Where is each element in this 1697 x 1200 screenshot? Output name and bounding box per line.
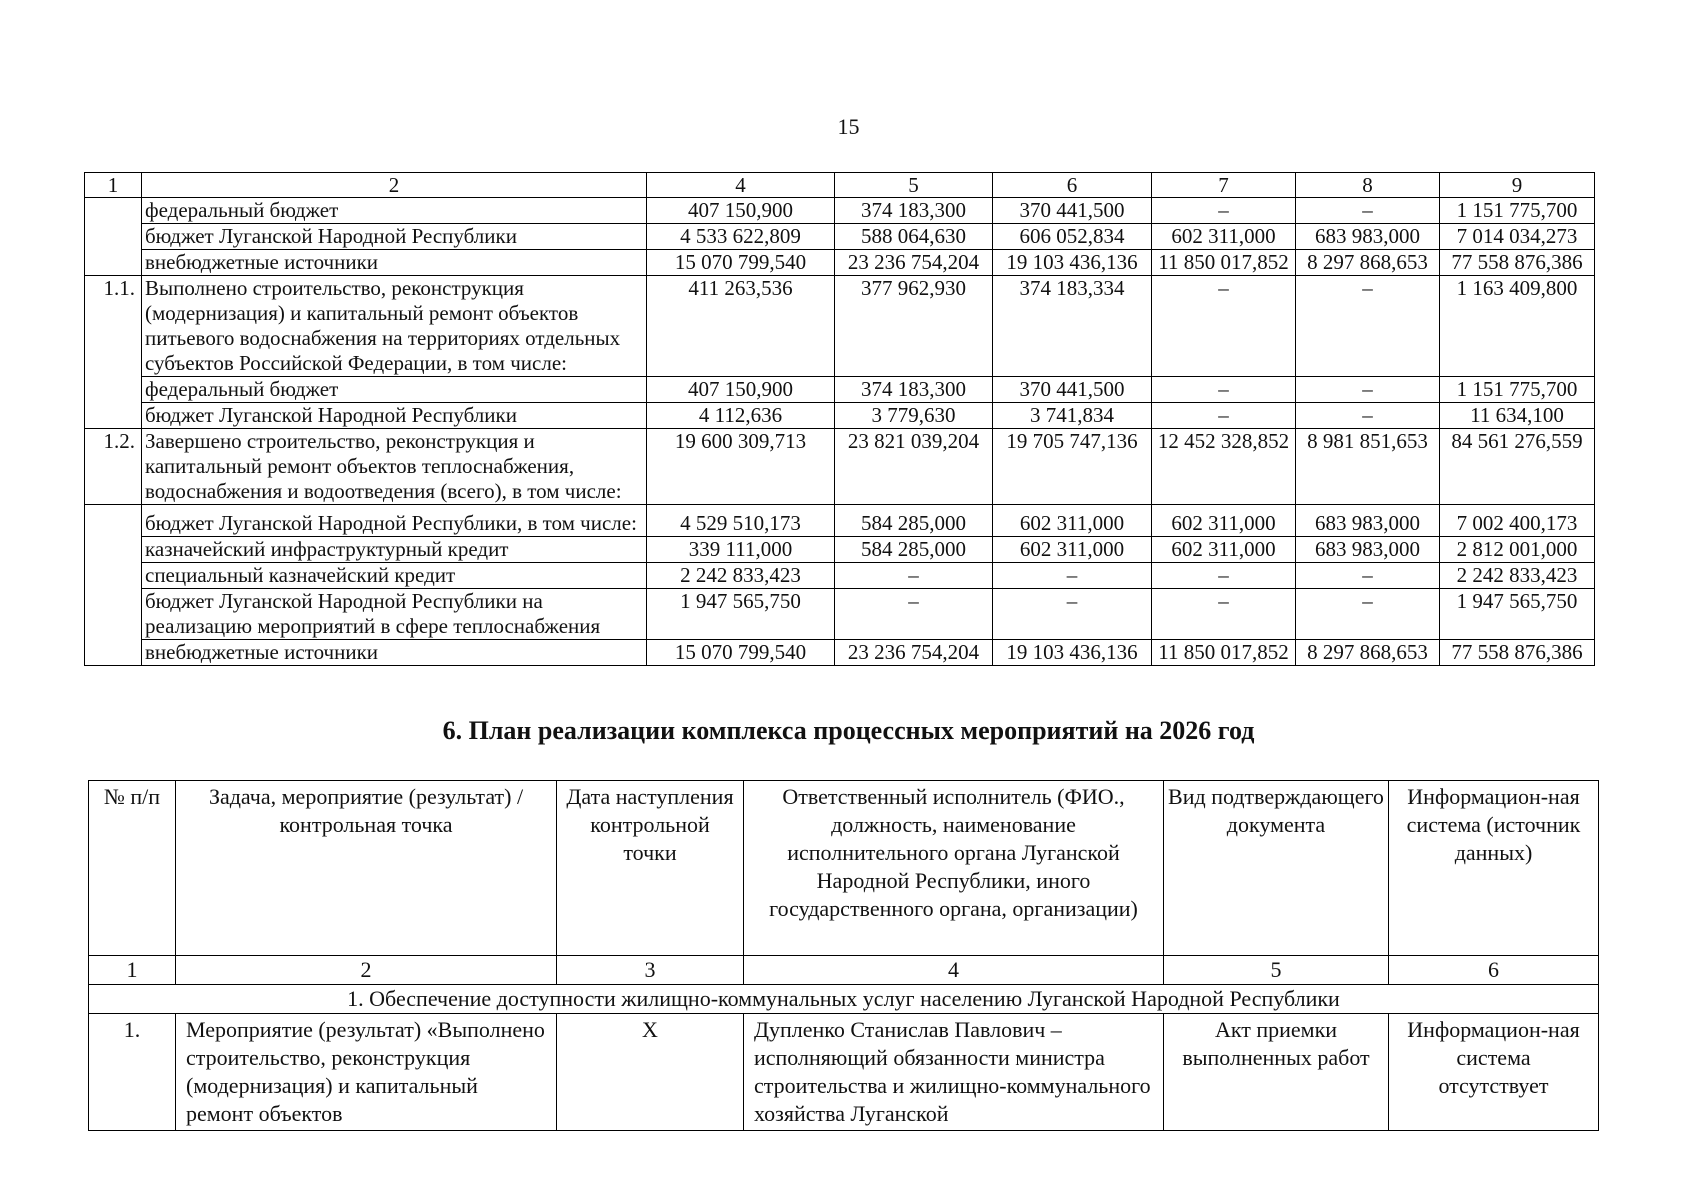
row-index: [85, 198, 142, 276]
table-cell: 602 311,000: [993, 505, 1152, 537]
table-cell: 1 151 775,700: [1440, 198, 1595, 224]
table-cell: 370 441,500: [993, 198, 1152, 224]
column-header: 4: [647, 173, 835, 198]
table-cell: 602 311,000: [1152, 505, 1296, 537]
table-row: [85, 429, 1595, 505]
table-row: [85, 505, 1595, 537]
table-cell: –: [1152, 276, 1296, 377]
table-cell: 411 263,536: [647, 276, 835, 377]
column-number: 2: [176, 956, 557, 985]
column-number: 1: [89, 956, 176, 985]
row-label: внебюджетные источники: [142, 640, 647, 666]
table-row: [85, 563, 1595, 589]
column-header: 8: [1296, 173, 1440, 198]
table-cell: –: [1152, 563, 1296, 589]
section-title: 6. План реализации комплекса процессных мероприятий на 2026 год: [442, 716, 1255, 745]
table-cell: 15 070 799,540: [647, 640, 835, 666]
column-header: 2: [142, 173, 647, 198]
row-index: [85, 505, 142, 666]
column-header: 1: [85, 173, 142, 198]
table-cell: 683 983,000: [1296, 505, 1440, 537]
table-cell: 23 236 754,204: [835, 250, 993, 276]
table-cell: 19 600 309,713: [647, 429, 835, 505]
table-cell: 11 634,100: [1440, 403, 1595, 429]
table-cell: –: [1296, 377, 1440, 403]
table-cell: 1 947 565,750: [647, 589, 835, 640]
row-label: федеральный бюджет: [142, 377, 647, 403]
table-cell: –: [1152, 198, 1296, 224]
measure-cell: Мероприятие (результат) «Выполнено строительство, реконструкция (модернизация) и капитальный ремонт объектов: [176, 1014, 557, 1131]
column-number-row: [89, 956, 1599, 985]
row-label: казначейский инфраструктурный кредит: [142, 537, 647, 563]
table-cell: 11 850 017,852: [1152, 640, 1296, 666]
row-label: бюджет Луганской Народной Республики: [142, 224, 647, 250]
table-cell: 374 183,300: [835, 198, 993, 224]
table-cell: 2 812 001,000: [1440, 537, 1595, 563]
table-cell: 606 052,834: [993, 224, 1152, 250]
funding-table: [84, 172, 1595, 666]
column-header: Задача, мероприятие (результат) / контрольная точка: [176, 781, 557, 956]
table-row: [85, 589, 1595, 640]
column-number: 5: [1164, 956, 1389, 985]
column-header: 5: [835, 173, 993, 198]
column-header: 6: [993, 173, 1152, 198]
table-cell: 602 311,000: [1152, 537, 1296, 563]
column-number: 4: [744, 956, 1164, 985]
responsible-cell: Дупленко Станислав Павлович – исполняющий обязанности министра строительства и жилищно-коммунального хозяйства Луганской: [744, 1014, 1164, 1131]
table-cell: –: [1296, 276, 1440, 377]
table-cell: 11 850 017,852: [1152, 250, 1296, 276]
table-row: [85, 224, 1595, 250]
table-cell: 19 103 436,136: [993, 250, 1152, 276]
table-cell: –: [993, 563, 1152, 589]
table-cell: 19 103 436,136: [993, 640, 1152, 666]
column-header: 7: [1152, 173, 1296, 198]
table-cell: 2 242 833,423: [1440, 563, 1595, 589]
table-cell: 3 741,834: [993, 403, 1152, 429]
table-row: [85, 537, 1595, 563]
table-cell: –: [1296, 403, 1440, 429]
table-row: [89, 1014, 1599, 1131]
table-cell: –: [1152, 377, 1296, 403]
table-row: [85, 250, 1595, 276]
table-row: [85, 377, 1595, 403]
table-cell: 4 112,636: [647, 403, 835, 429]
table-cell: 1 163 409,800: [1440, 276, 1595, 377]
column-header: № п/п: [89, 781, 176, 956]
table-cell: 23 821 039,204: [835, 429, 993, 505]
table-row: [85, 198, 1595, 224]
table-cell: 683 983,000: [1296, 537, 1440, 563]
table-cell: –: [1296, 198, 1440, 224]
table-cell: 602 311,000: [1152, 224, 1296, 250]
row-label: Выполнено строительство, реконструкция (модернизация) и капитальный ремонт объектов питьевого водоснабжения на территориях отдельных субъектов Российской Федерации, в том числе:: [142, 276, 647, 377]
table-cell: 339 111,000: [647, 537, 835, 563]
column-header: 9: [1440, 173, 1595, 198]
table-cell: –: [835, 589, 993, 640]
table-row: [85, 403, 1595, 429]
table-cell: 7 002 400,173: [1440, 505, 1595, 537]
table-cell: 602 311,000: [993, 537, 1152, 563]
table-cell: 683 983,000: [1296, 224, 1440, 250]
table-cell: 77 558 876,386: [1440, 250, 1595, 276]
row-index: 1.2.: [85, 429, 142, 505]
system-cell: Информацион-ная система отсутствует: [1389, 1014, 1599, 1131]
task-row: [89, 985, 1599, 1014]
table-cell: 23 236 754,204: [835, 640, 993, 666]
plan-table: [88, 780, 1599, 1131]
table-cell: –: [993, 589, 1152, 640]
table-cell: 1 947 565,750: [1440, 589, 1595, 640]
table-cell: 588 064,630: [835, 224, 993, 250]
table-cell: –: [1296, 589, 1440, 640]
table-cell: 8 297 868,653: [1296, 640, 1440, 666]
document-cell: Акт приемки выполненных работ: [1164, 1014, 1389, 1131]
column-header: Дата наступления контрольной точки: [557, 781, 744, 956]
task-title: 1. Обеспечение доступности жилищно-коммунальных услуг населению Луганской Народной Республики: [89, 985, 1599, 1014]
table-cell: 84 561 276,559: [1440, 429, 1595, 505]
row-label: бюджет Луганской Народной Республики на реализацию мероприятий в сфере теплоснабжения: [142, 589, 647, 640]
row-label: специальный казначейский кредит: [142, 563, 647, 589]
column-header: Ответственный исполнитель (ФИО., должность, наименование исполнительного органа Луганской Народной Республики, иного государственного органа, организации): [744, 781, 1164, 956]
table-cell: 8 981 851,653: [1296, 429, 1440, 505]
row-label: бюджет Луганской Народной Республики, в том числе:: [142, 505, 647, 537]
table-cell: 19 705 747,136: [993, 429, 1152, 505]
table-header-row: [85, 173, 1595, 198]
table-cell: –: [1152, 589, 1296, 640]
column-number: 3: [557, 956, 744, 985]
table-cell: –: [1152, 403, 1296, 429]
table-cell: 407 150,900: [647, 377, 835, 403]
table-cell: 7 014 034,273: [1440, 224, 1595, 250]
table-header-row: [89, 781, 1599, 956]
table-row: [85, 640, 1595, 666]
row-label: Завершено строительство, реконструкция и капитальный ремонт объектов теплоснабжения, водоснабжения и водоотведения (всего), в том числе:: [142, 429, 647, 505]
table-cell: 584 285,000: [835, 505, 993, 537]
table-cell: –: [1296, 563, 1440, 589]
table-cell: 1 151 775,700: [1440, 377, 1595, 403]
table-cell: 8 297 868,653: [1296, 250, 1440, 276]
table-row: [85, 276, 1595, 377]
table-cell: 377 962,930: [835, 276, 993, 377]
row-index: 1.1.: [85, 276, 142, 429]
column-number: 6: [1389, 956, 1599, 985]
page-number: 15: [837, 114, 860, 139]
table-cell: 4 533 622,809: [647, 224, 835, 250]
column-header: Вид подтверждающего документа: [1164, 781, 1389, 956]
row-label: внебюджетные источники: [142, 250, 647, 276]
row-label: федеральный бюджет: [142, 198, 647, 224]
table-cell: 3 779,630: [835, 403, 993, 429]
table-cell: –: [835, 563, 993, 589]
date-cell: Х: [557, 1014, 744, 1131]
table-cell: 4 529 510,173: [647, 505, 835, 537]
table-cell: 77 558 876,386: [1440, 640, 1595, 666]
table-cell: 2 242 833,423: [647, 563, 835, 589]
column-header: Информацион-ная система (источник данных): [1389, 781, 1599, 956]
table-cell: 584 285,000: [835, 537, 993, 563]
table-cell: 374 183,334: [993, 276, 1152, 377]
row-label: бюджет Луганской Народной Республики: [142, 403, 647, 429]
table-cell: 12 452 328,852: [1152, 429, 1296, 505]
table-cell: 374 183,300: [835, 377, 993, 403]
row-number: 1.: [89, 1014, 176, 1131]
table-cell: 370 441,500: [993, 377, 1152, 403]
table-cell: 15 070 799,540: [647, 250, 835, 276]
table-cell: 407 150,900: [647, 198, 835, 224]
